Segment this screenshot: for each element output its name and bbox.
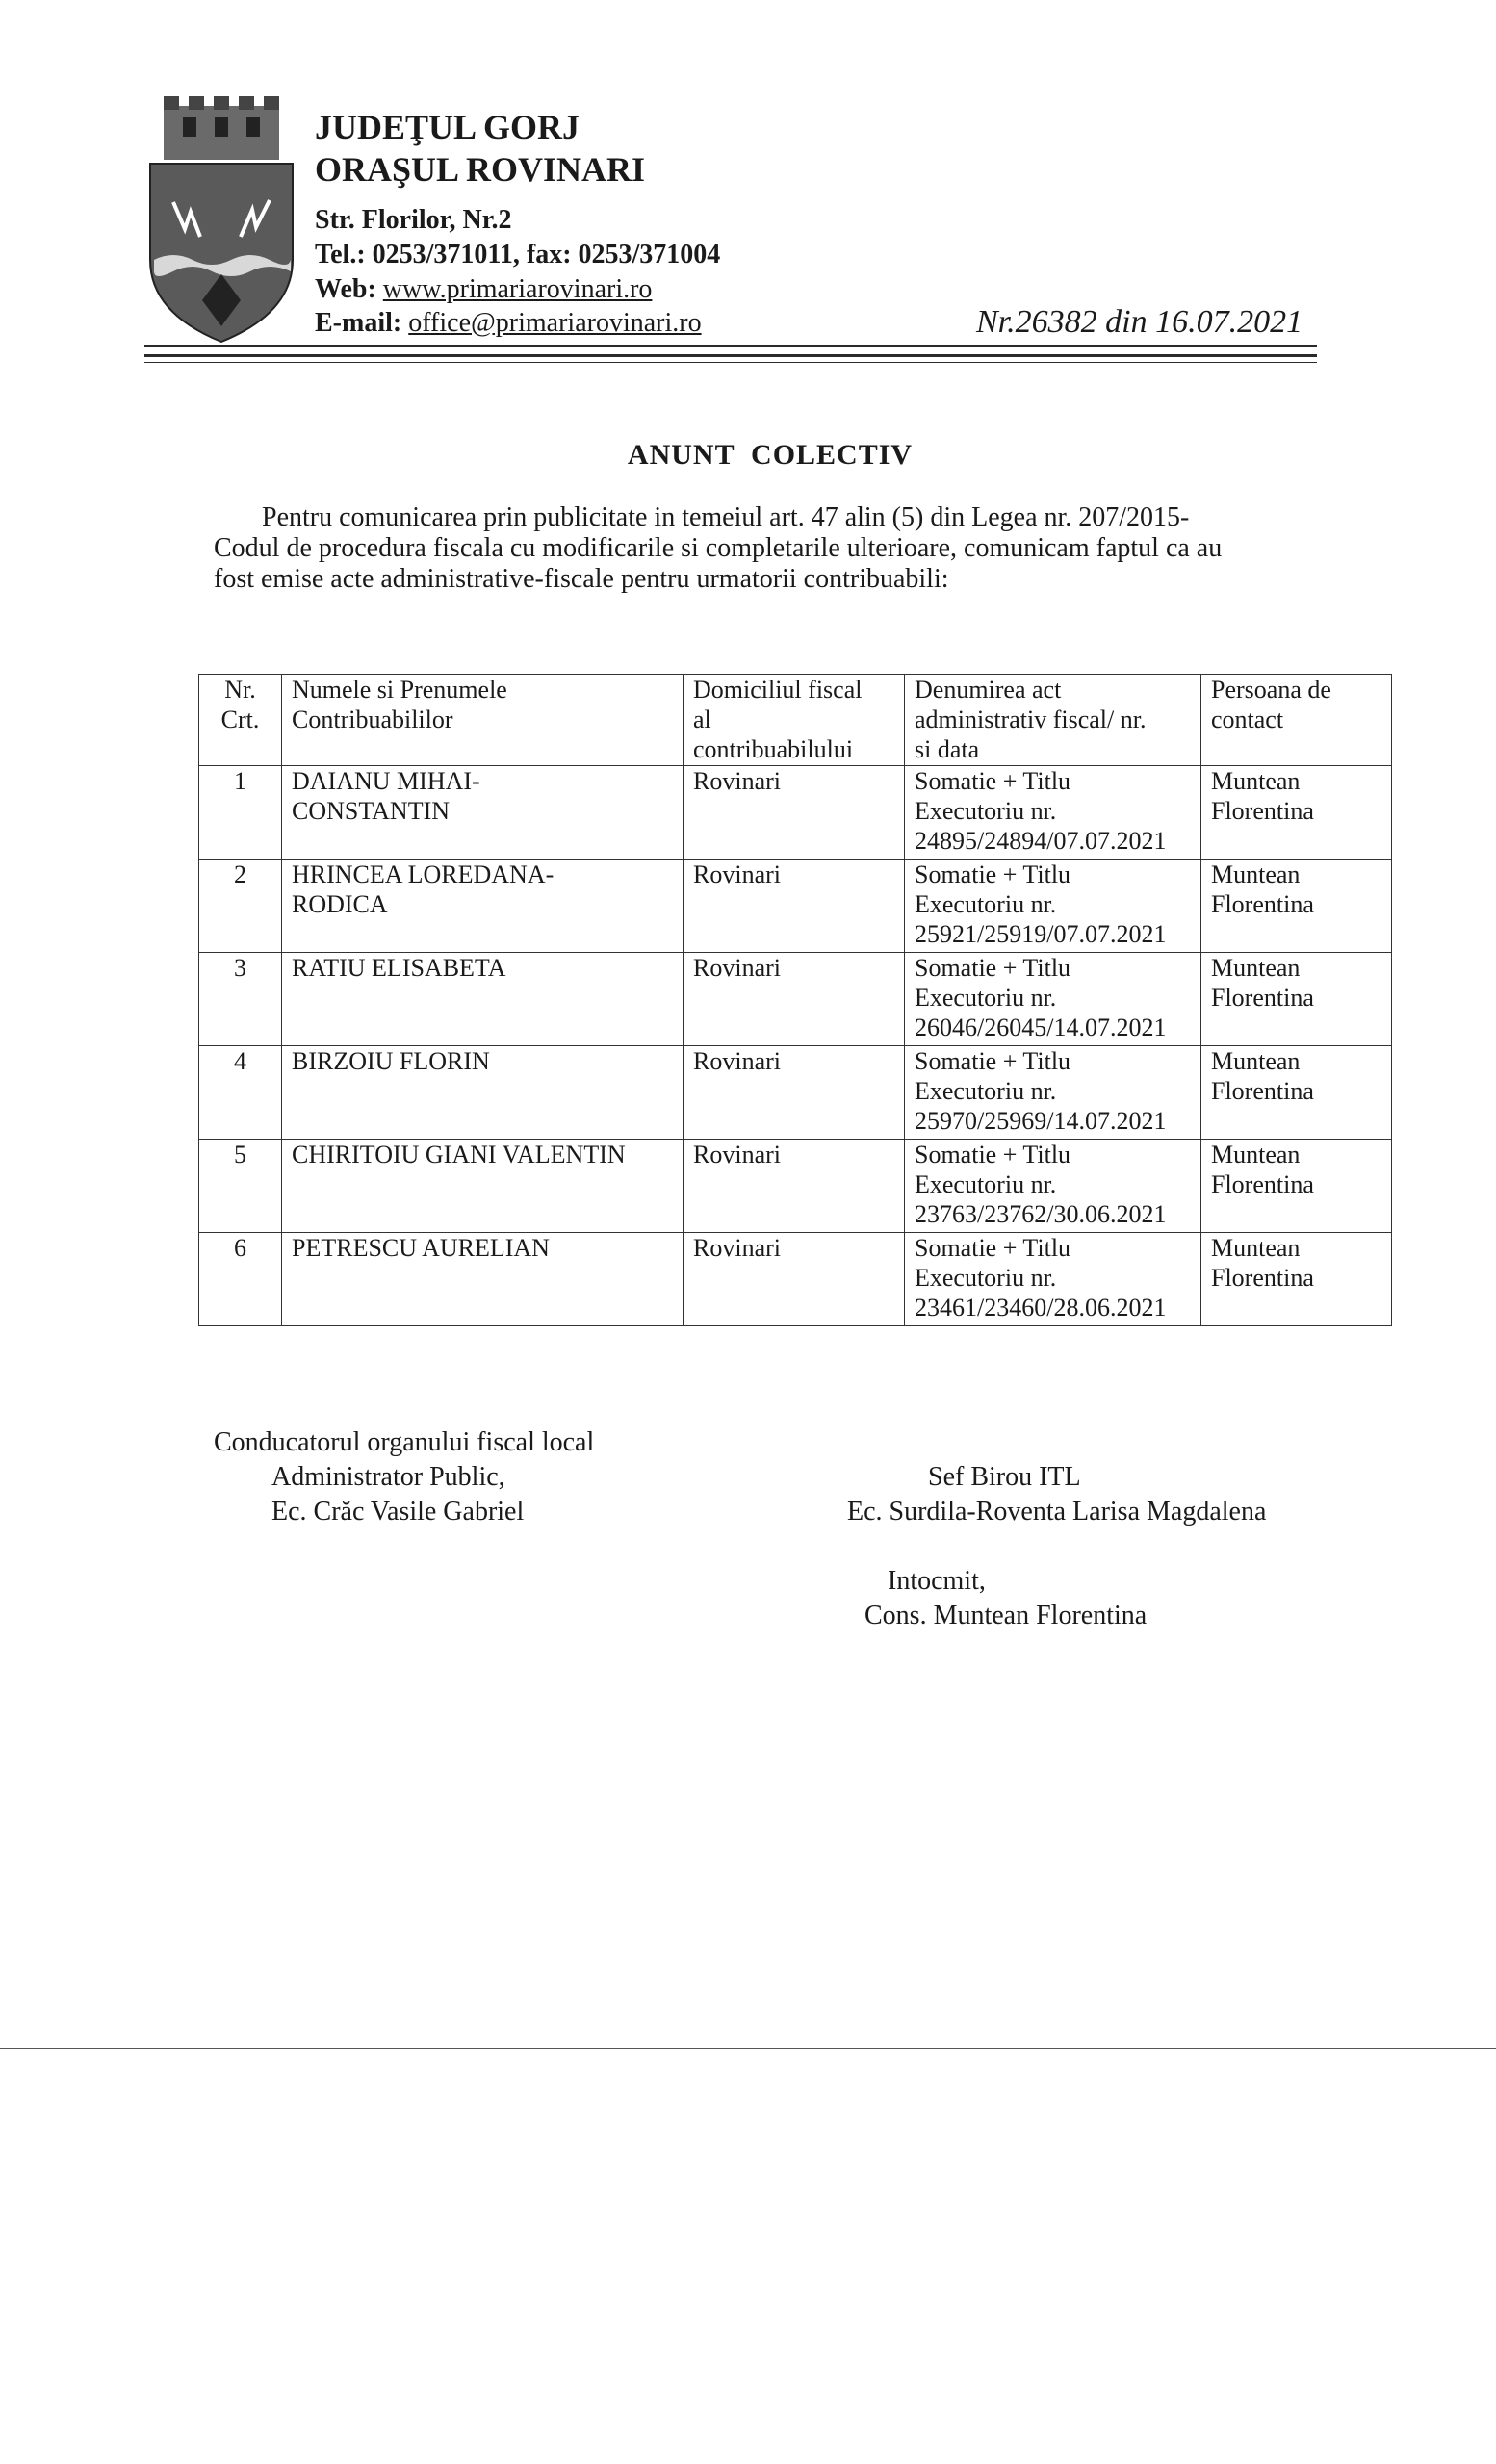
prepared-by-label: Intocmit, [888,1566,986,1596]
cell-domicile: Rovinari [684,1140,905,1233]
county-name: JUDEŢUL GORJ [315,108,580,146]
registration-number: Nr.26382 din 16.07.2021 [976,304,1303,340]
cell-nr: 2 [199,860,282,953]
table-header-row [199,675,1392,766]
header-rule [144,354,1317,357]
cell-act: Somatie + Titlu Executoriu nr. 25921/25919/07.07.2021 [905,860,1201,953]
cell-domicile: Rovinari [684,766,905,860]
web-line [315,274,652,305]
cell-act: Somatie + Titlu Executoriu nr. 24895/24894/07.07.2021 [905,766,1201,860]
header-rule [144,345,1317,346]
cell-name: RATIU ELISABETA [282,953,684,1046]
signature-right-title: Sef Birou ITL [928,1462,1081,1492]
email-line [315,308,702,339]
signature-left-role: Administrator Public, [271,1462,505,1492]
cell-domicile: Rovinari [684,1233,905,1326]
email-label: E-mail: [315,308,402,338]
footer-rule [0,2048,1496,2049]
cell-domicile: Rovinari [684,953,905,1046]
signature-left-title: Conducatorul organului fiscal local [214,1427,595,1457]
cell-act: Somatie + Titlu Executoriu nr. 26046/26045/14.07.2021 [905,953,1201,1046]
cell-nr: 4 [199,1046,282,1140]
table-row [199,1233,1392,1326]
signature-right-name: Ec. Surdila-Roventa Larisa Magdalena [847,1497,1267,1527]
cell-act: Somatie + Titlu Executoriu nr. 23461/23460/28.06.2021 [905,1233,1201,1326]
town-name: ORAŞUL ROVINARI [315,150,646,189]
intro-line: Codul de procedura fiscala cu modificarile si completarile ulterioare, comunicam faptul ca au [214,533,1223,563]
cell-nr: 1 [199,766,282,860]
cell-name: CHIRITOIU GIANI VALENTIN [282,1140,684,1233]
header-nr: Nr. Crt. [199,675,282,766]
intro-line: fost emise acte administrative-fiscale pentru urmatorii contribuabili: [214,564,949,594]
cell-nr: 5 [199,1140,282,1233]
prepared-by-name: Cons. Muntean Florentina [864,1601,1148,1630]
cell-contact: Muntean Florentina [1201,1140,1392,1233]
intro-paragraph [214,502,1326,595]
cell-contact: Muntean Florentina [1201,766,1392,860]
phone-fax: Tel.: 0253/371011, fax: 0253/371004 [315,240,721,270]
cell-contact: Muntean Florentina [1201,860,1392,953]
table-row [199,953,1392,1046]
header-domicile: Domiciliul fiscal al contribuabilului [684,675,905,766]
cell-domicile: Rovinari [684,1046,905,1140]
email-link[interactable]: office@primariarovinari.ro [408,308,702,338]
cell-act: Somatie + Titlu Executoriu nr. 25970/25969/14.07.2021 [905,1046,1201,1140]
cell-name: BIRZOIU FLORIN [282,1046,684,1140]
table-row [199,860,1392,953]
header-act: Denumirea act administrativ fiscal/ nr. si data [905,675,1201,766]
document-title: ANUNT COLECTIV [627,439,914,471]
cell-domicile: Rovinari [684,860,905,953]
web-link[interactable]: www.primariarovinari.ro [382,274,653,304]
cell-name: PETRESCU AURELIAN [282,1233,684,1326]
intro-line: Pentru comunicarea prin publicitate in temeiul art. 47 alin (5) din Legea nr. 207/2015- [262,502,1190,532]
cell-nr: 6 [199,1233,282,1326]
cell-nr: 3 [199,953,282,1046]
cell-contact: Muntean Florentina [1201,1046,1392,1140]
coat-of-arms-icon [144,96,298,346]
cell-act: Somatie + Titlu Executoriu nr. 23763/23762/30.06.2021 [905,1140,1201,1233]
cell-name: HRINCEA LOREDANA- RODICA [282,860,684,953]
address: Str. Florilor, Nr.2 [315,205,512,235]
cell-contact: Muntean Florentina [1201,953,1392,1046]
signature-left-name: Ec. Crăc Vasile Gabriel [271,1497,525,1527]
taxpayers-table [198,674,1392,1326]
header-name: Numele si Prenumele Contribuabililor [282,675,684,766]
cell-name: DAIANU MIHAI- CONSTANTIN [282,766,684,860]
table-row [199,1046,1392,1140]
cell-contact: Muntean Florentina [1201,1233,1392,1326]
header-rule [144,362,1317,363]
web-label: Web: [315,274,376,304]
header-contact: Persoana de contact [1201,675,1392,766]
table-row [199,1140,1392,1233]
table-row [199,766,1392,860]
